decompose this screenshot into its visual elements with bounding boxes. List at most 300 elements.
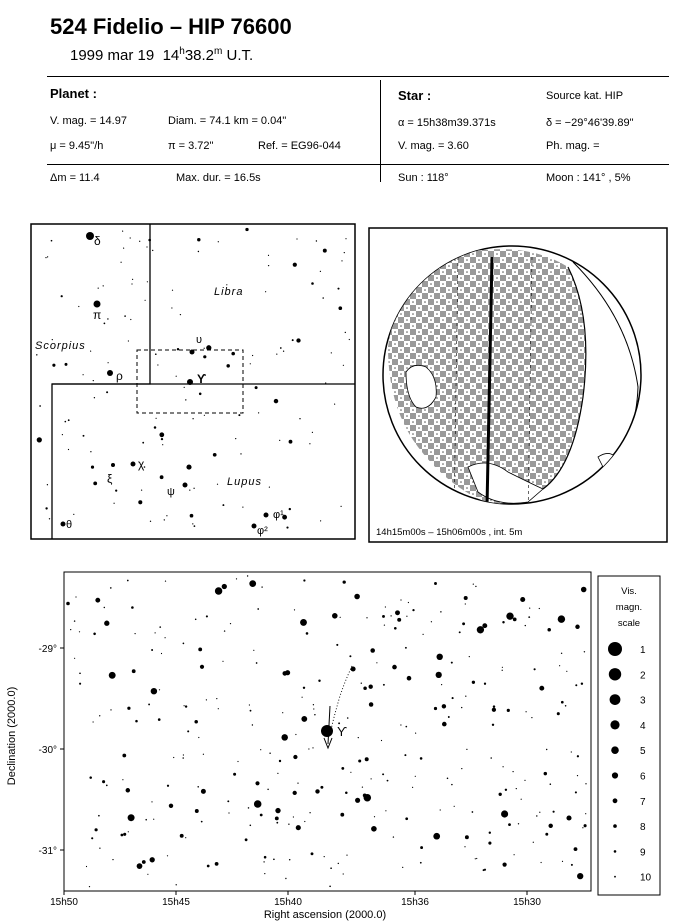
background-star	[142, 860, 146, 864]
background-star	[539, 608, 540, 609]
background-star	[255, 386, 258, 389]
background-star	[516, 788, 517, 789]
background-star	[341, 767, 344, 770]
background-star	[395, 610, 400, 615]
date: 1999 mar 19	[70, 47, 155, 64]
sun-elongation: Sun : 118°	[398, 172, 449, 184]
background-star	[128, 340, 129, 341]
background-star	[194, 525, 196, 527]
star-vmag: V. mag. = 3.60	[398, 140, 469, 152]
background-star	[138, 500, 142, 504]
background-star	[311, 282, 314, 285]
background-star	[322, 297, 324, 299]
background-star	[412, 609, 414, 611]
background-star	[585, 783, 586, 784]
background-star	[187, 730, 189, 732]
background-star	[204, 415, 205, 416]
star-upsilon-dot	[190, 350, 195, 355]
background-star	[314, 714, 315, 715]
background-star	[464, 846, 465, 847]
background-star	[207, 865, 210, 868]
mag-scale-label: 10	[640, 872, 652, 884]
background-star	[316, 240, 317, 241]
background-star	[169, 804, 173, 808]
background-star	[99, 848, 100, 849]
background-star	[206, 615, 208, 617]
background-star	[269, 487, 270, 488]
background-star	[330, 867, 332, 869]
star-label-pi: π	[93, 308, 102, 322]
background-star	[103, 285, 104, 286]
background-star	[113, 503, 114, 504]
background-star	[161, 438, 163, 440]
background-star	[183, 754, 184, 755]
background-star	[400, 599, 401, 600]
mag-scale-dot	[610, 720, 619, 729]
background-star	[257, 608, 259, 610]
x-tick-label: 15h30	[513, 897, 541, 908]
background-star	[106, 391, 108, 393]
background-star	[127, 707, 130, 710]
background-star	[189, 489, 190, 490]
background-star	[309, 443, 310, 444]
background-star	[83, 374, 84, 375]
target-star-dot	[321, 725, 333, 737]
star-theta-dot	[61, 522, 66, 527]
background-star	[73, 514, 74, 515]
background-star	[185, 705, 187, 707]
background-star	[83, 435, 85, 437]
background-star	[276, 353, 277, 354]
background-star	[145, 819, 147, 821]
background-star	[345, 238, 346, 239]
background-star	[297, 782, 298, 783]
background-star	[91, 466, 94, 469]
background-star	[584, 651, 585, 652]
background-star	[343, 365, 344, 366]
background-star	[514, 854, 515, 855]
star-label-chi: χ	[138, 457, 145, 471]
background-star	[249, 704, 250, 705]
mag-scale-title-line: Vis.	[621, 586, 637, 597]
star-xi-dot	[111, 463, 115, 467]
background-star	[235, 438, 236, 439]
background-star	[197, 238, 200, 241]
background-star	[131, 606, 134, 609]
star-label-phi2: φ²	[257, 525, 268, 537]
planet-parallax: π = 3.72"	[168, 140, 214, 152]
background-star	[227, 800, 229, 802]
star-label-delta: δ	[94, 234, 101, 248]
background-star	[472, 681, 475, 684]
background-star	[228, 812, 229, 813]
background-star	[299, 418, 300, 419]
background-star	[484, 683, 486, 685]
background-star	[260, 814, 263, 817]
background-star	[192, 418, 193, 419]
background-star	[294, 609, 295, 610]
background-star	[545, 833, 548, 836]
background-star	[245, 228, 248, 231]
star-delta-dot	[86, 232, 94, 240]
background-star	[475, 586, 476, 587]
y-axis-label: Declination (2000.0)	[6, 686, 18, 786]
background-star	[104, 323, 106, 325]
mag-scale-dot	[613, 798, 618, 803]
background-star	[528, 616, 530, 618]
background-star	[362, 786, 363, 787]
background-star	[472, 811, 474, 813]
background-star	[171, 307, 172, 308]
background-star	[222, 504, 224, 506]
background-star	[415, 733, 416, 734]
background-star	[135, 720, 138, 723]
mag-scale-dot	[608, 642, 622, 656]
background-star	[553, 811, 555, 813]
background-star	[185, 399, 186, 400]
finder-chart	[30, 223, 356, 540]
background-star	[161, 653, 162, 654]
background-star	[215, 862, 219, 866]
background-star	[167, 855, 168, 856]
background-star	[394, 627, 397, 630]
background-star	[195, 619, 197, 621]
background-star	[248, 807, 250, 809]
background-star	[385, 810, 386, 811]
background-star	[440, 611, 441, 612]
background-star	[197, 786, 199, 788]
background-star	[177, 348, 179, 350]
background-star	[312, 747, 313, 748]
background-star	[493, 705, 495, 707]
background-star	[585, 813, 586, 814]
background-star	[313, 704, 314, 705]
background-star	[442, 722, 447, 727]
background-star	[95, 828, 98, 831]
background-star	[139, 241, 140, 242]
background-star	[264, 856, 267, 859]
background-star	[93, 482, 97, 486]
header-top-rule	[47, 76, 669, 77]
background-star	[199, 393, 202, 396]
background-star	[436, 654, 442, 660]
background-star	[393, 836, 394, 837]
background-star	[201, 789, 206, 794]
background-star	[454, 806, 455, 807]
planet-heading: Planet :	[50, 86, 97, 101]
background-star	[365, 757, 369, 761]
background-star	[405, 726, 407, 728]
background-star	[222, 661, 223, 662]
background-star	[275, 808, 280, 813]
background-star	[124, 315, 126, 317]
background-star	[334, 404, 335, 405]
background-star	[505, 789, 507, 791]
star-phi2-dot	[252, 524, 257, 529]
background-star	[120, 262, 121, 263]
background-star	[289, 508, 291, 510]
background-star	[79, 631, 80, 632]
background-star	[313, 708, 314, 709]
background-star	[558, 615, 565, 622]
background-star	[559, 665, 560, 666]
background-star	[341, 260, 342, 261]
background-star	[292, 339, 294, 341]
background-star	[489, 832, 491, 834]
background-star	[226, 364, 229, 367]
background-star	[296, 825, 301, 830]
background-star	[122, 779, 123, 780]
background-star	[274, 399, 278, 403]
background-star	[176, 884, 177, 885]
background-star	[183, 643, 185, 645]
background-star	[159, 689, 160, 690]
background-star	[148, 703, 150, 705]
background-star	[192, 523, 193, 524]
background-star	[261, 586, 262, 587]
background-star	[320, 786, 323, 789]
background-star	[79, 672, 81, 674]
background-star	[162, 444, 163, 445]
constellation-lupus: Lupus	[227, 476, 262, 488]
background-star	[415, 776, 416, 777]
background-star	[440, 809, 441, 810]
background-star	[295, 734, 296, 735]
background-star	[260, 749, 261, 750]
background-star	[279, 760, 281, 762]
x-ticks	[50, 891, 541, 908]
background-star	[345, 332, 346, 333]
background-star	[159, 626, 161, 628]
background-star	[147, 281, 148, 282]
background-star	[557, 712, 560, 715]
star-label-phi1: φ¹	[273, 509, 284, 521]
background-star	[381, 740, 382, 741]
background-star	[277, 773, 278, 774]
background-star	[236, 578, 237, 579]
page-title: 524 Fidelio – HIP 76600	[50, 14, 292, 39]
background-star	[200, 665, 204, 669]
background-star	[320, 520, 321, 521]
background-star	[499, 793, 502, 796]
background-star	[343, 580, 346, 583]
background-star	[66, 602, 70, 606]
mag-scale-dot	[613, 824, 617, 828]
background-star	[324, 856, 325, 857]
star-rho-dot	[107, 370, 113, 376]
background-star	[347, 717, 349, 719]
background-star	[397, 618, 401, 622]
background-star	[268, 255, 269, 256]
background-star	[78, 306, 79, 307]
background-star	[253, 650, 254, 651]
background-star	[180, 314, 181, 315]
background-star	[289, 859, 290, 860]
background-star	[252, 355, 253, 356]
background-star	[148, 239, 151, 242]
background-star	[451, 662, 453, 664]
background-star	[194, 720, 198, 724]
header-divider	[380, 80, 381, 182]
background-star	[315, 789, 319, 793]
background-star	[123, 248, 124, 249]
star-declination: δ = −29°46'39.89"	[546, 117, 634, 129]
background-star	[198, 647, 202, 651]
background-star	[484, 869, 486, 871]
background-star	[544, 772, 547, 775]
mag-scale-label: 5	[640, 746, 646, 758]
star-label-rho: ρ	[116, 369, 123, 383]
background-star	[141, 489, 142, 490]
background-star	[142, 442, 144, 444]
background-star	[385, 606, 386, 607]
background-star	[311, 852, 314, 855]
background-star	[233, 773, 236, 776]
background-star	[74, 658, 75, 659]
background-star	[93, 721, 94, 722]
y-tick-label: -30°	[38, 745, 57, 756]
background-star	[501, 810, 508, 817]
background-star	[150, 521, 151, 522]
star-photographic-mag: Ph. mag. =	[546, 140, 600, 152]
background-star	[541, 862, 542, 863]
background-star	[465, 835, 469, 839]
background-star	[420, 757, 423, 760]
background-star	[513, 618, 517, 622]
background-star	[521, 799, 522, 800]
star-label-upsilon: υ	[196, 334, 203, 346]
background-star	[340, 506, 341, 507]
background-star	[548, 824, 552, 828]
background-star	[351, 666, 356, 671]
background-star	[577, 755, 579, 757]
background-star	[95, 598, 100, 603]
background-star	[215, 587, 222, 594]
background-star	[86, 866, 87, 867]
background-star	[104, 607, 105, 608]
background-star	[408, 602, 409, 603]
background-star	[422, 634, 423, 635]
background-star	[254, 800, 262, 808]
background-star	[68, 419, 70, 421]
background-star	[184, 705, 185, 706]
background-star	[273, 858, 275, 860]
background-star	[529, 608, 530, 609]
background-star	[128, 814, 135, 821]
mag-scale-dot	[610, 694, 621, 705]
background-star	[282, 712, 283, 713]
background-star	[90, 451, 91, 452]
background-star	[203, 355, 206, 358]
background-star	[303, 687, 305, 689]
background-star	[93, 633, 96, 636]
background-star	[490, 757, 492, 759]
background-star	[370, 648, 375, 653]
planet-diameter: Diam. = 74.1 km = 0.04"	[168, 115, 287, 127]
background-star	[441, 684, 442, 685]
background-star	[173, 757, 174, 758]
background-star	[186, 465, 191, 470]
background-star	[184, 387, 185, 388]
star-right-ascension: α = 15h38m39.371s	[398, 117, 496, 129]
background-star	[473, 583, 474, 584]
background-star	[345, 792, 348, 795]
background-star	[420, 846, 423, 849]
background-star	[51, 240, 53, 242]
background-star	[230, 623, 231, 624]
background-star	[217, 484, 218, 485]
background-star	[288, 823, 289, 824]
background-star	[507, 709, 510, 712]
background-star	[459, 631, 461, 633]
star-label-target: ϒ	[197, 372, 207, 386]
background-star	[286, 527, 288, 529]
background-star	[279, 440, 280, 441]
background-star	[434, 707, 437, 710]
background-star	[122, 754, 126, 758]
background-star	[213, 453, 217, 457]
background-star	[36, 354, 37, 355]
background-star	[349, 339, 350, 340]
background-star	[354, 594, 360, 600]
background-star	[37, 437, 42, 442]
moon-elongation: Moon : 141° , 5%	[546, 172, 631, 184]
background-star	[115, 490, 117, 492]
max-duration: Max. dur. = 16.5s	[176, 172, 261, 184]
background-star	[165, 581, 166, 582]
background-star	[300, 619, 307, 626]
background-star	[340, 617, 341, 618]
y-tick-label: -31°	[38, 846, 57, 857]
background-star	[382, 615, 385, 618]
star-label-xi: ξ	[107, 472, 113, 486]
planet-vmag: V. mag. = 14.97	[50, 115, 127, 127]
background-star	[167, 785, 169, 787]
background-star	[303, 579, 305, 581]
background-star	[137, 863, 143, 869]
background-star	[343, 873, 344, 874]
background-star	[109, 672, 116, 679]
background-star	[475, 858, 476, 859]
background-star	[282, 671, 287, 676]
detail-chart	[0, 566, 680, 923]
background-star	[349, 655, 351, 657]
background-star	[584, 824, 587, 827]
background-star	[269, 752, 270, 753]
background-star	[98, 287, 99, 288]
background-star	[462, 622, 465, 625]
background-star	[566, 671, 567, 672]
background-star	[275, 816, 279, 820]
background-star	[512, 771, 513, 772]
background-star	[102, 780, 105, 783]
background-star	[502, 621, 504, 623]
background-star	[224, 630, 225, 631]
background-star	[201, 821, 203, 823]
background-star	[128, 831, 129, 832]
background-star	[392, 665, 397, 670]
background-star	[404, 754, 406, 756]
background-star	[561, 653, 562, 654]
background-star	[110, 709, 111, 710]
background-star	[525, 711, 526, 712]
background-star	[47, 256, 48, 257]
background-star	[39, 405, 41, 407]
background-star	[575, 684, 577, 686]
background-star	[312, 432, 313, 433]
background-star	[216, 698, 217, 699]
mag-scale-label: 3	[640, 695, 646, 707]
